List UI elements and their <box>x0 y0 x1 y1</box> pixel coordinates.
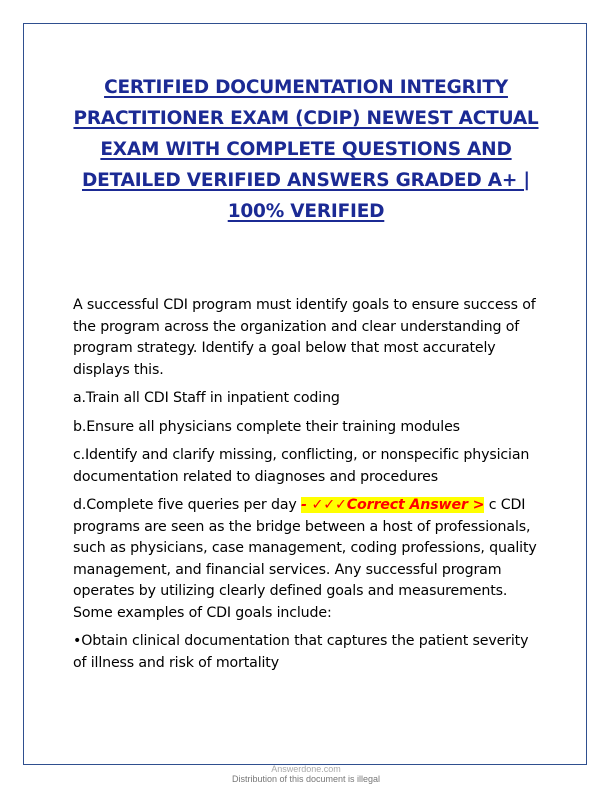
document-body <box>73 295 543 681</box>
question-text: A successful CDI program must identify goals to ensure success of the program across the organization and clear understanding of program strategy. Identify a goal below that most accurately displays this. <box>73 297 536 378</box>
option-b: b.Ensure all physicians complete their training modules <box>73 418 460 435</box>
option-c: c.Identify and clarify missing, conflicting, or nonspecific physician documentation related to diagnoses and procedures <box>73 447 530 485</box>
option-d-text: d.Complete five queries per day <box>73 497 301 513</box>
footer-site: Answerdone.com <box>271 764 341 774</box>
bullet-item: •Obtain clinical documentation that captures the patient severity of illness and risk of mortality <box>73 633 529 671</box>
correct-answer-marker: - ✓✓✓Correct Answer > <box>301 497 485 513</box>
option-d <box>73 495 543 624</box>
answer-explanation: c CDI programs are seen as the bridge between a host of professionals, such as physicians, case management, coding professions, quality management, and financial services. Any successful program operates by utilizing clearly defined goals and measurements. Some examples of CDI goals include: <box>73 497 537 621</box>
option-a: a.Train all CDI Staff in inpatient coding <box>73 390 340 406</box>
document-title: CERTIFIED DOCUMENTATION INTEGRITY PRACTITIONER EXAM (CDIP) NEWEST ACTUAL EXAM WITH COMPLETE QUESTIONS AND DETAILED VERIFIED ANSWERS GRADED A+ | 100% VERIFIED <box>73 77 539 222</box>
footer-note: Distribution of this document is illegal <box>231 774 381 784</box>
